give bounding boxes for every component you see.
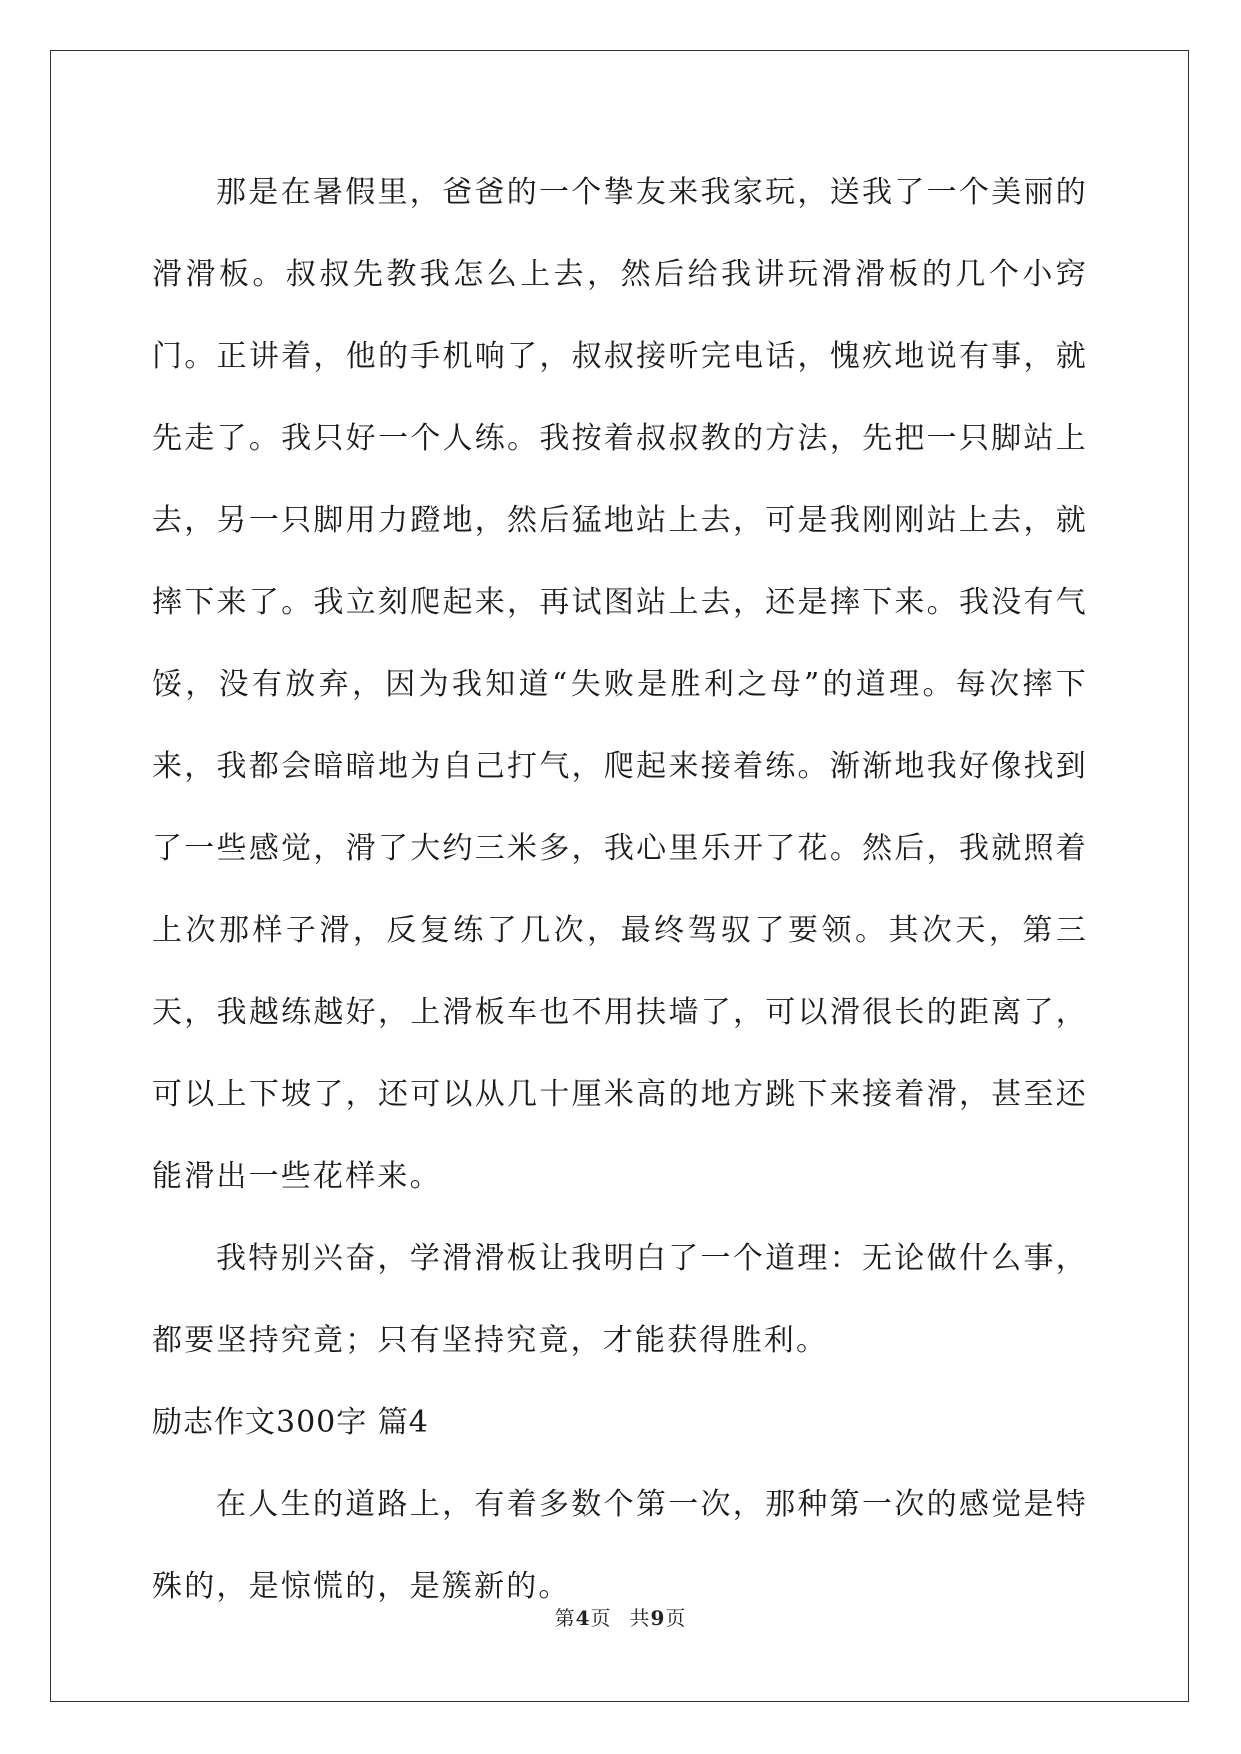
paragraph-lesson: 我特别兴奋，学滑滑板让我明白了一个道理：无论做什么事，都要坚持究竟；只有坚持究竟，才能获得胜利。 (152, 1241, 1088, 1358)
page-prefix: 第 (554, 1606, 576, 1630)
document-body (152, 152, 1088, 1628)
total-unit: 页 (665, 1606, 687, 1630)
page-unit: 页 (590, 1606, 612, 1630)
section-heading: 励志作文300字 篇4 (152, 1405, 429, 1440)
page-footer (0, 1602, 1241, 1631)
paragraph-first-time: 在人生的道路上，有着多数个第一次，那种第一次的感觉是特殊的，是惊慌的，是簇新的。 (152, 1487, 1088, 1604)
total-prefix: 共 (629, 1606, 651, 1630)
total-page-count: 9 (650, 1606, 666, 1630)
current-page-number: 4 (575, 1606, 591, 1630)
paragraph-skateboard-story: 那是在暑假里，爸爸的一个挚友来我家玩，送我了一个美丽的滑滑板。叔叔先教我怎么上去，然后给我讲玩滑滑板的几个小窍门。正讲着，他的手机响了，叔叔接听完电话，愧疚地说有事，就先走了。我只好一个人练。我按着叔叔教的方法，先把一只脚站上去，另一只脚用力蹬地，然后猛地站上去，可是我刚刚站上去，就摔下来了。我立刻爬起来，再试图站上去，还是摔下来。我没有气馁，没有放弃，因为我知道“失败是胜利之母”的道理。每次摔下来，我都会暗暗地为自己打气，爬起来接着练。渐渐地我好像找到了一些感觉，滑了大约三米多，我心里乐开了花。然后，我就照着上次那样子滑，反复练了几次，最终驾驭了要领。其次天，第三天，我越练越好，上滑板车也不用扶墙了，可以滑很长的距离了，可以上下坡了，还可以从几十厘米高的地方跳下来接着滑，甚至还能滑出一些花样来。 (152, 175, 1088, 1194)
